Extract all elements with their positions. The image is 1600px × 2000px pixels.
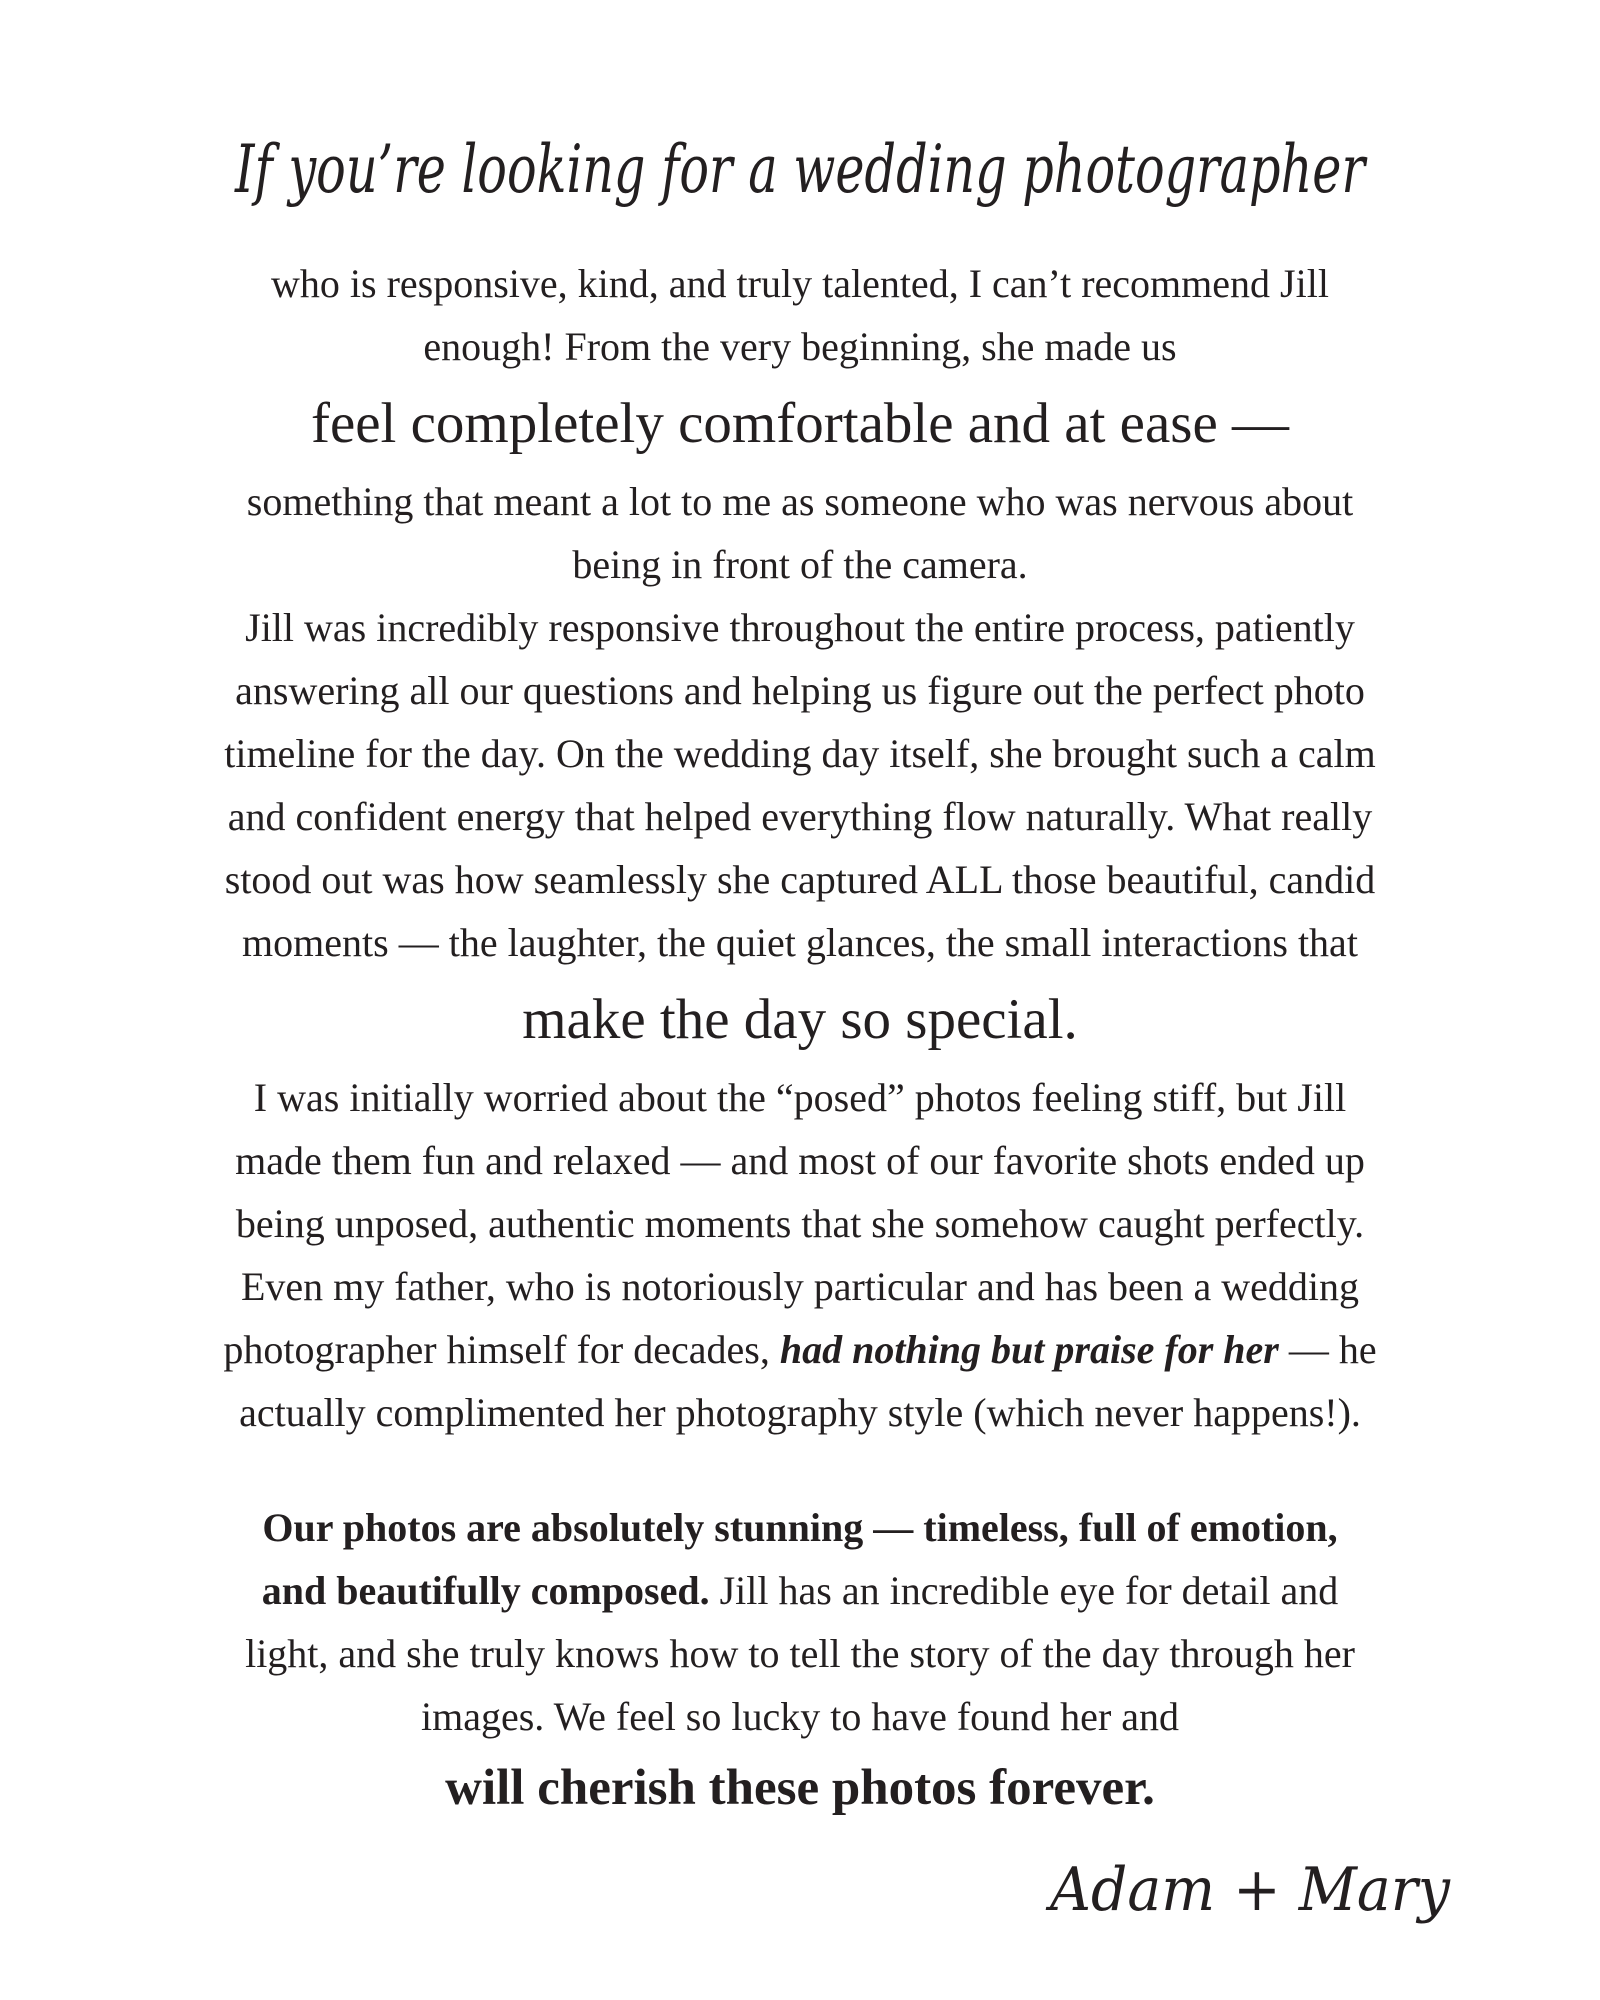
signature-text: Adam + Mary bbox=[1045, 1855, 1452, 1925]
headline-script bbox=[200, 112, 1400, 232]
stunning-line bbox=[140, 1559, 1460, 1622]
responsive-line: Jill was incredibly responsive throughout the entire process, patiently bbox=[245, 605, 1355, 650]
paragraph-spacer bbox=[140, 1444, 1460, 1496]
headline-text: If you’re looking for a wedding photographer bbox=[234, 131, 1368, 208]
father-line: actually complimented her photography style (which never happens!). bbox=[239, 1390, 1361, 1435]
highlight-comfort: feel completely comfortable and at ease — bbox=[310, 392, 1290, 455]
responsive-line: moments — the laughter, the quiet glances, the small interactions that bbox=[242, 920, 1358, 965]
responsive-line: stood out was how seamlessly she captured ALL those beautiful, candid bbox=[224, 857, 1376, 902]
testimonial-body bbox=[140, 252, 1460, 1828]
stunning-line: images. We feel so lucky to have found her and bbox=[420, 1694, 1180, 1739]
nervous-line: something that meant a lot to me as someone who was nervous about bbox=[246, 479, 1354, 524]
signature bbox=[1030, 1830, 1470, 1950]
closing-statement: will cherish these photos forever. bbox=[445, 1760, 1155, 1816]
intro-line: enough! From the very beginning, she made us bbox=[423, 324, 1177, 369]
posed-line: being unposed, authentic moments that she somehow caught perfectly. bbox=[235, 1201, 1365, 1246]
posed-line: Even my father, who is notoriously particular and has been a wedding bbox=[240, 1264, 1360, 1309]
responsive-line: timeline for the day. On the wedding day itself, she brought such a calm bbox=[224, 731, 1376, 776]
highlight-special: make the day so special. bbox=[522, 988, 1078, 1051]
posed-line: made them fun and relaxed — and most of our favorite shots ended up bbox=[235, 1138, 1365, 1183]
stunning-line: light, and she truly knows how to tell the story of the day through her bbox=[245, 1631, 1355, 1676]
father-line bbox=[140, 1318, 1460, 1381]
father-text: photographer himself for decades, bbox=[223, 1327, 780, 1372]
intro-line: who is responsive, kind, and truly talented, I can’t recommend Jill bbox=[271, 261, 1329, 306]
father-text-end: — he bbox=[1278, 1327, 1377, 1372]
posed-line: I was initially worried about the “posed” photos feeling stiff, but Jill bbox=[253, 1075, 1347, 1120]
stunning-bold-text: and beautifully composed. bbox=[261, 1568, 710, 1613]
stunning-text: Jill has an incredible eye for detail and bbox=[709, 1568, 1339, 1613]
responsive-line: and confident energy that helped everything flow naturally. What really bbox=[227, 794, 1373, 839]
nervous-line: being in front of the camera. bbox=[572, 542, 1028, 587]
praise-emphasis: had nothing but praise for her bbox=[779, 1327, 1279, 1372]
stunning-bold-line: Our photos are absolutely stunning — timeless, full of emotion, bbox=[262, 1505, 1338, 1550]
responsive-line: answering all our questions and helping us figure out the perfect photo bbox=[235, 668, 1365, 713]
